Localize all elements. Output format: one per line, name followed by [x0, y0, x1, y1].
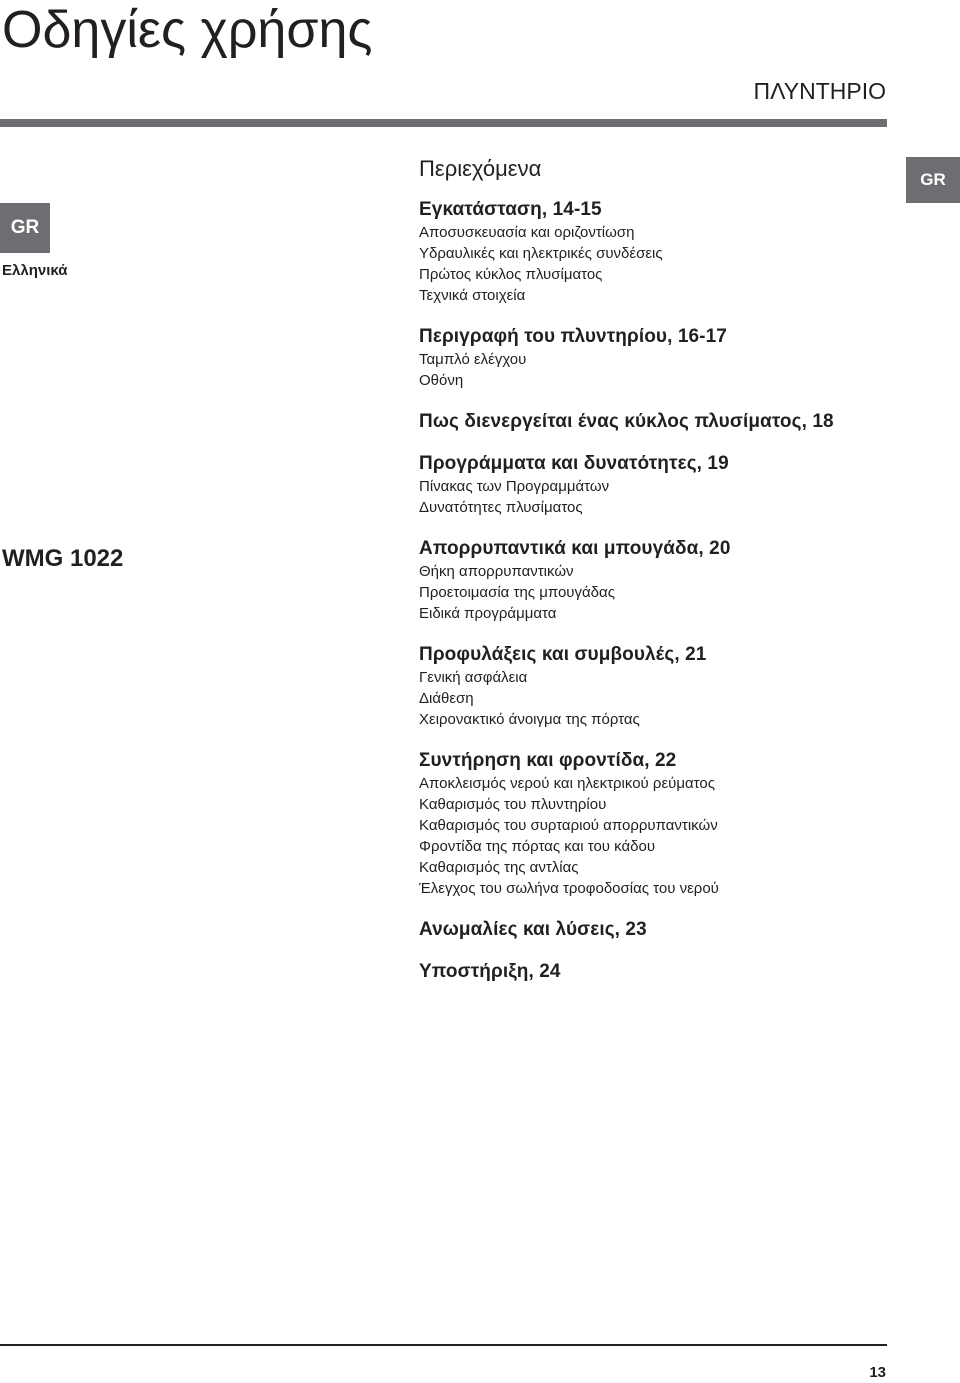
toc-section-title: Περιγραφή του πλυντηρίου, 16-17 [419, 326, 727, 347]
toc-item: Αποσυσκευασία και οριζοντίωση [419, 224, 635, 241]
toc-item: Θήκη απορρυπαντικών [419, 563, 574, 580]
toc-item: Καθαρισμός του συρταριού απορρυπαντικών [419, 817, 718, 834]
toc-item: Οθόνη [419, 372, 464, 389]
toc-section-title: Προγράμματα και δυνατότητες, 19 [419, 453, 729, 474]
toc-section-precautions [419, 644, 889, 730]
document-title: Οδηγίες χρήσης [2, 1, 373, 59]
toc-section-title: Συντήρηση και φροντίδα, 22 [419, 750, 677, 771]
toc-item: Τεχνικά στοιχεία [419, 287, 526, 304]
language-badge: GR [0, 203, 50, 253]
toc-item: Χειρονακτικό άνοιγμα της πόρτας [419, 711, 640, 728]
language-tab: GR [906, 157, 960, 203]
toc-heading: Περιεχόμενα [419, 156, 542, 181]
table-of-contents [419, 156, 889, 1003]
toc-section-title: Υποστήριξη, 24 [419, 961, 561, 982]
language-name: Ελληνικά [2, 262, 68, 279]
toc-item: Προετοιμασία της μπουγάδας [419, 584, 615, 601]
page-number: 13 [869, 1364, 886, 1381]
toc-item: Ταμπλό ελέγχου [419, 351, 527, 368]
toc-section-title: Πως διενεργείται ένας κύκλος πλυσίματος, 18 [419, 411, 834, 432]
toc-section-title: Εγκατάσταση, 14-15 [419, 199, 602, 220]
toc-item: Καθαρισμός της αντλίας [419, 859, 579, 876]
toc-section-detergents [419, 538, 889, 624]
toc-section-installation [419, 199, 889, 306]
toc-item: Δυνατότητες πλυσίματος [419, 499, 583, 516]
toc-item: Πρώτος κύκλος πλυσίματος [419, 266, 603, 283]
toc-item: Καθαρισμός του πλυντηρίου [419, 796, 607, 813]
toc-item: Αποκλεισμός νερού και ηλεκτρικού ρεύματος [419, 775, 715, 792]
product-category: ΠΛΥΝΤΗΡΙΟ [753, 78, 886, 104]
toc-section-title: Ανωμαλίες και λύσεις, 23 [419, 919, 647, 940]
toc-item: Έλεγχος του σωλήνα τροφοδοσίας του νερού [419, 880, 719, 897]
toc-item: Διάθεση [419, 690, 474, 707]
toc-section-support [419, 961, 889, 983]
toc-item: Γενική ασφάλεια [419, 669, 528, 686]
header-divider [0, 119, 887, 127]
toc-item: Φροντίδα της πόρτας και του κάδου [419, 838, 656, 855]
toc-section-title: Προφυλάξεις και συμβουλές, 21 [419, 644, 707, 665]
toc-item: Πίνακας των Προγραμμάτων [419, 478, 610, 495]
model-number: WMG 1022 [2, 545, 124, 572]
toc-section-maintenance [419, 750, 889, 899]
toc-item: Υδραυλικές και ηλεκτρικές συνδέσεις [419, 245, 663, 262]
toc-section-wash-cycle [419, 411, 889, 433]
toc-section-programmes [419, 453, 889, 518]
toc-section-description [419, 326, 889, 391]
toc-section-title: Απορρυπαντικά και μπουγάδα, 20 [419, 538, 731, 559]
toc-item: Ειδικά προγράμματα [419, 605, 557, 622]
toc-section-troubleshooting [419, 919, 889, 941]
footer-divider [0, 1344, 887, 1346]
